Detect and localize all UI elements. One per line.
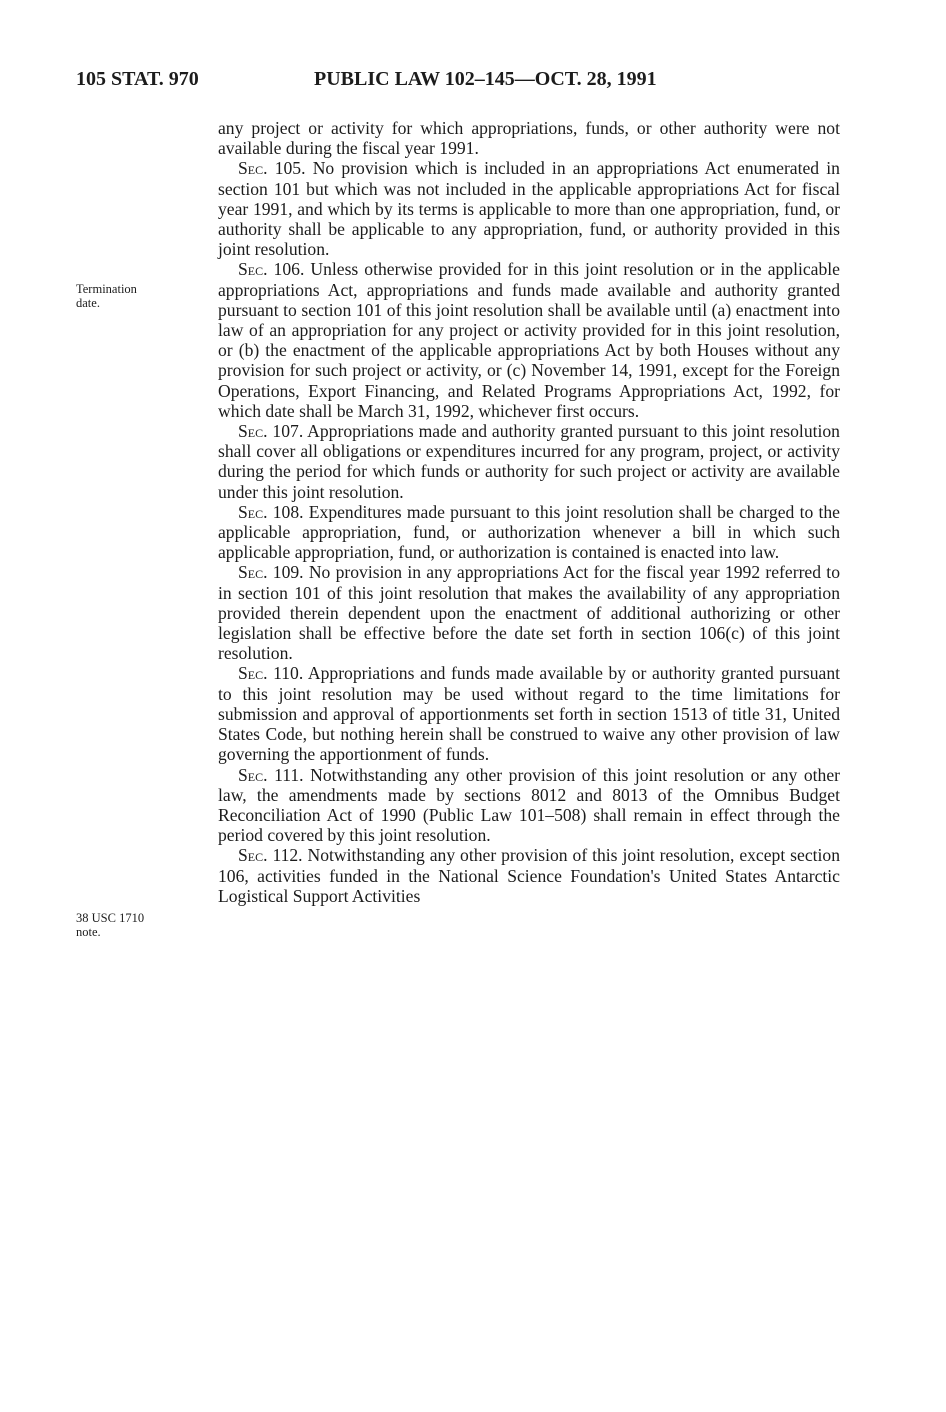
paragraph-text: any project or activity for which appropriations, funds, or other authority were not available during the fiscal year 1991.: [218, 118, 840, 159]
section-106: [218, 259, 840, 421]
section-108: [218, 502, 840, 563]
section-label: Sec. 105.: [238, 158, 306, 179]
section-text: Appropriations made and authority granted pursuant to this joint resolution shall cover all obligations or expenditures incurred for any program, project, or activity during the period for which funds or authority for such project or activity are available under this joint resolution.: [218, 421, 840, 502]
section-105: [218, 158, 840, 259]
section-label: Sec. 106.: [238, 259, 305, 280]
section-text: Notwithstanding any other provision of this joint resolution or any other law, the amendments made by sections 8012 and 8013 of the Omnibus Budget Reconciliation Act of 1990 (Public Law 101–508) shall remain in effect through the period covered by this joint resolution.: [218, 764, 840, 846]
section-label: Sec. 107.: [238, 421, 304, 442]
body-text: [218, 118, 840, 906]
section-text: Expenditures made pursuant to this joint resolution shall be charged to the applicable appropriation, fund, or authorization whenever a bill in which such applicable appropriation, fund, or authorization is contained is enacted into law.: [218, 501, 840, 563]
section-112: [218, 845, 840, 906]
public-law-title: PUBLIC LAW 102–145—OCT. 28, 1991: [314, 68, 657, 90]
margin-note-line: Termination: [76, 282, 137, 296]
margin-note-line: 38 USC 1710: [76, 911, 145, 925]
section-label: Sec. 110.: [238, 663, 304, 684]
page-header: [76, 68, 726, 98]
section-109: [218, 562, 840, 663]
margin-note-usc-citation: [76, 911, 201, 939]
section-text: No provision which is included in an appropriations Act enumerated in section 101 but which was not included in the applicable appropriations Act for fiscal year 1991, and which by its terms is applicable to more than one appropriation, fund, or authority shall be applicable to any appropriation, fund, or authority provided in this joint resolution.: [218, 158, 840, 260]
margin-note-line: date.: [76, 296, 100, 310]
section-label: Sec. 112.: [238, 845, 303, 866]
section-text: Unless otherwise provided for in this joint resolution or in the applicable appropriations Act, appropriations and funds made available and authority granted pursuant to section 101 of this joint resolution shall be available until (a) enactment into law of an appropriation for any project or activity provided for in this joint resolution, or (b) the enactment of the applicable appropriations Act by both Houses without any provision for such project or activity, or (c) November 14, 1991, except for the Foreign Operations, Export Financing, and Related Programs Appropriations Act, 1992, for which date shall be March 31, 1992, whichever first occurs.: [218, 259, 840, 421]
section-label: Sec. 111.: [238, 764, 304, 785]
section-110: [218, 663, 840, 764]
section-text: Appropriations and funds made available by or authority granted pursuant to this joint resolution may be used without regard to the time limitations for submission and approval of apportionments set forth in section 1513 of title 31, United States Code, but nothing herein shall be construed to waive any other provision of law governing the apportionment of funds.: [218, 663, 840, 765]
section-label: Sec. 109.: [238, 562, 304, 583]
section-text: No provision in any appropriations Act for the fiscal year 1992 referred to in section 101 of this joint resolution that makes the availability of any appropriation provided therein dependent upon the enactment of additional authorizing or other legislation shall be effective before the date set forth in section 106(c) of this joint resolution.: [218, 562, 840, 664]
paragraph-continuation: [218, 118, 840, 158]
stat-page-number: 105 STAT. 970: [76, 68, 199, 90]
section-text: Notwithstanding any other provision of this joint resolution, except section 106, activities funded in the National Science Foundation's United States Antarctic Logistical Support Activities: [218, 845, 840, 906]
section-label: Sec. 108.: [238, 501, 304, 522]
margin-note-termination-date: [76, 282, 201, 310]
margin-note-line: note.: [76, 925, 101, 939]
section-107: [218, 421, 840, 502]
section-111: [218, 765, 840, 846]
